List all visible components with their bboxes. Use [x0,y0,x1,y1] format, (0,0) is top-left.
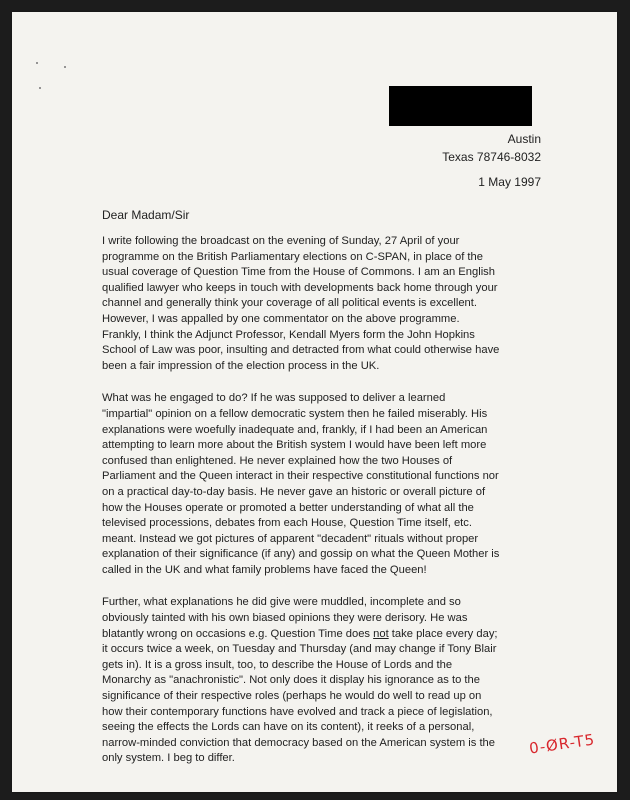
handwritten-note: 0-ØR-T5 [528,730,597,758]
paper-speck [64,66,66,68]
address-city: Austin [507,132,541,146]
letter-page [12,12,617,792]
letter-body [102,234,547,784]
paragraph-3-part-1: Further, what explanations he did give were muddled, incomplete and so obviously tainted with his own biased opinions they were derisory. He was blatantly wrong on occasions e.g. Question Time does [102,596,468,640]
paper-speck [39,87,41,89]
paragraph-3 [102,595,547,767]
redacted-block [389,86,532,126]
address-state-zip: Texas 78746-8032 [442,150,541,164]
paragraph-2: What was he engaged to do? If he was supposed to deliver a learned "impartial" opinion on a fellow democratic system then he failed miserably. His explanations were woefully inadequate and, frankly, if I had been an American attempting to learn more about the British system I would have been left more confused than enlightened. He never explained how the two Houses of Parliament and the Queen interact in their respective constitutional functions nor on a practical day-to-day basis. He never gave an historic or overall picture of how the Houses operate or promoted a better understanding of what all the televised processions, debates from each House, Question Time itself, etc. meant. Instead we got pictures of apparent "decadent" rituals without proper explanation of their significance (if any) and gossip on what the Queen Mother is called in the UK and what family problems have faced the Queen! [102,392,500,576]
paragraph-3-part-2: take place every day; it occurs twice a week, on Tuesday and Thursday (and may change if Tony Blair gets in). It is a gross insult, too, to describe the House of Lords and the Monarchy as "anachronistic". Not only does it display his ignorance as to the significance of their respective roles (perhaps he would do well to read up on how their contemporary functions have evolved and track a piece of legislation, seeing the effects the Lords can have on its content), it reeks of a personal, narrow-minded conviction that democracy based on the American system is the only system. I beg to differ. [102,627,498,765]
salutation: Dear Madam/Sir [102,208,190,222]
paper-speck [36,62,38,64]
paragraph-1: I write following the broadcast on the evening of Sunday, 27 April of your programme on the British Parliamentary elections on C-SPAN, in place of the usual coverage of Question Time from the House of Commons. I am an English qualified lawyer who keeps in touch with developments back home through your channel and generally think your coverage of all political events is excellent. However, I was appalled by one commentator on the above programme. Frankly, I think the Adjunct Professor, Kendall Myers form the John Hopkins School of Law was poor, insulting and detracted from what could otherwise have been a fair impression of the election process in the UK. [102,235,500,372]
underlined-not: not [373,627,389,640]
letter-date: 1 May 1997 [478,175,541,189]
sender-address [442,130,541,166]
